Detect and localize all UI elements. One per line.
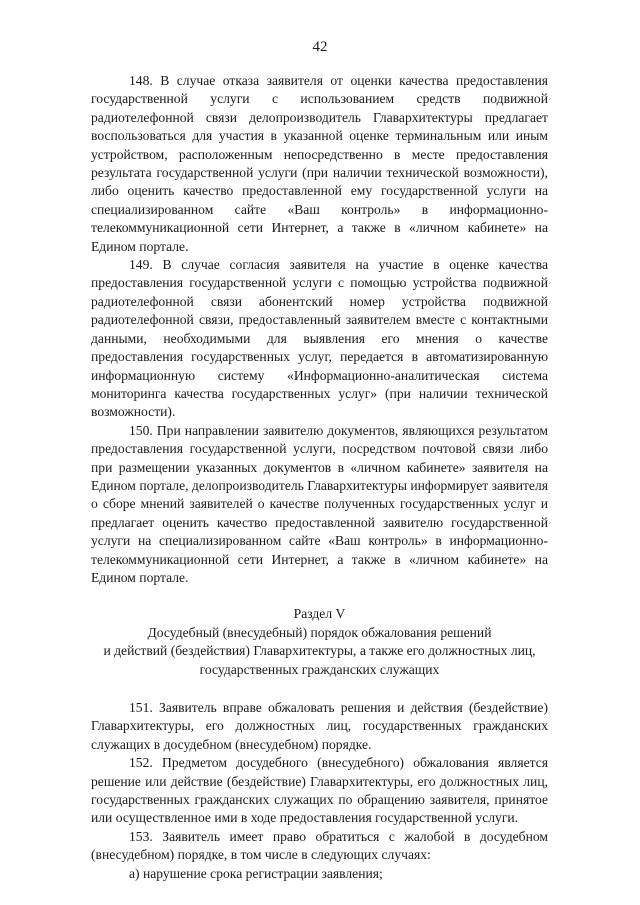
list-item-a: а) нарушение срока регистрации заявления; xyxy=(129,865,383,881)
paragraph-149: 149. В случае согласия заявителя на участие в оценке качества предоставления государственной услуги с помощью устройства подвижной радиотелефонной связи абонентский номер устройства подвижной радиотелефонной связи, предоставленный заявителем вместе с контактными данными, необходимыми для выявления его мнения о качестве предоставления государственных услуг, передается в автоматизированную информационную систему «Информационно-аналитическая система мониторинга качества государственных услуг» (при наличии технической возможности). xyxy=(91,257,548,420)
document-body xyxy=(91,72,548,883)
section-title-line-2: и действий (бездействия) Главархитектуры, а также его должностных лиц, xyxy=(103,643,536,659)
page-number: 42 xyxy=(312,39,328,55)
paragraph-150: 150. При направлении заявителю документов, являющихся результатом предоставления государственной услуги, посредством почтовой связи либо при размещении указанных документов в «личном кабинете» заявителя на Едином портале, делопроизводитель Главархитектуры информирует заявителя о сборе мнений заявителей о качестве полученных государственных услуг и предлагает оценить качество предоставленной заявителю государственной услуги на специализированном сайте «Ваш контроль» в информационно-телекоммуникационной сети Интернет, а также в «личном кабинете» на Едином портале. xyxy=(91,422,548,585)
paragraph-153: 153. Заявитель имеет право обратиться с жалобой в досудебном (внесудебном) порядке, в том числе в следующих случаях: xyxy=(91,828,548,863)
section-title-line-1: Досудебный (внесудебный) порядок обжалования решений xyxy=(147,624,492,640)
paragraph-151: 151. Заявитель вправе обжаловать решения и действия (бездействие) Главархитектуры, его должностных лиц, государственных гражданских служащих в досудебном (внесудебном) порядке. xyxy=(91,700,548,752)
section-heading: Раздел V xyxy=(293,606,346,622)
paragraph-148: 148. В случае отказа заявителя от оценки качества предоставления государственной услуги с использованием средств подвижной радиотелефонной связи делопроизводитель Главархитектуры предлагает воспользоваться для участия в указанной оценке терминальным или иным устройством, расположенным непосредственно в месте предоставления результата государственной услуги (при наличии технической возможности), либо оценить качество предоставленной ему государственной услуги на специализированном сайте «Ваш контроль» в информационно-телекоммуникационной сети Интернет, а также в «личном кабинете» на Едином портале. xyxy=(91,73,548,254)
paragraph-152: 152. Предметом досудебного (внесудебного) обжалования является решение или действие (бездействие) Главархитектуры, его должностных лиц, государственных гражданских служащих по обращению заявителя, принятое или осуществленное ими в ходе предоставления государственной услуги. xyxy=(91,755,548,826)
section-header xyxy=(91,605,548,679)
section-title-line-3: государственных гражданских служащих xyxy=(199,661,440,677)
